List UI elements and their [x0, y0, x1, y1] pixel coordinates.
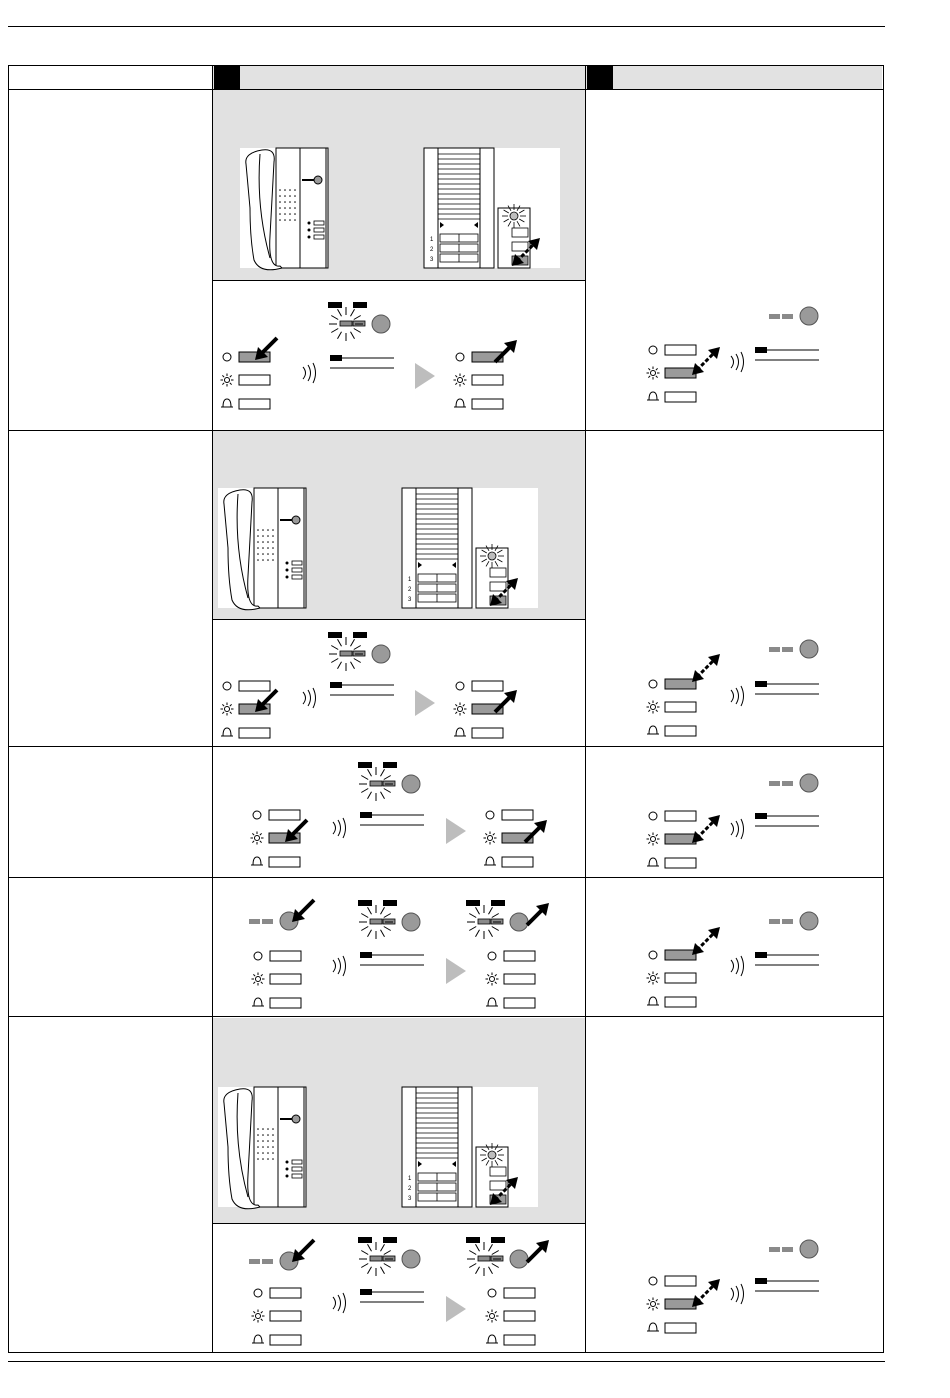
row4-sequence: [249, 900, 549, 1008]
row5-illustration: [218, 1087, 538, 1209]
handset-icon: [218, 1087, 306, 1209]
led-pair: [249, 1252, 298, 1270]
key-icon: [649, 1277, 657, 1285]
door-panel-icon: [402, 488, 538, 608]
key-icon: [254, 1289, 262, 1297]
arrow-right-icon: [446, 818, 466, 844]
light-icon: [647, 833, 660, 846]
digit-label: 1: [408, 577, 412, 583]
release-arrow-icon: [525, 820, 547, 842]
led-pair: [769, 1240, 818, 1258]
key-icon: [649, 346, 657, 354]
sound-wave-icon: [303, 363, 316, 383]
key-icon: [254, 952, 262, 960]
light-icon: [647, 701, 660, 714]
light-icon: [647, 367, 660, 380]
sound-wave-icon: [731, 1284, 744, 1304]
timer-bar: [360, 1289, 424, 1302]
button: [270, 1311, 301, 1321]
release-arrow-icon: [527, 1240, 549, 1262]
button: [270, 1335, 301, 1345]
light-icon: [221, 703, 234, 716]
led-flash: [466, 1237, 528, 1276]
row3-right: [647, 774, 820, 868]
led-pair: [769, 307, 818, 325]
bell-icon: [647, 392, 659, 400]
digit-label: 2: [430, 247, 434, 253]
key-icon: [488, 952, 496, 960]
row2-sequence: [221, 632, 518, 738]
button: [665, 392, 696, 402]
bell-icon: [251, 857, 263, 865]
bell-icon: [221, 728, 233, 736]
led-pair: [769, 912, 818, 930]
press-release-arrow-icon: [692, 654, 720, 682]
button: [665, 345, 696, 355]
sound-wave-icon: [731, 686, 744, 706]
light-icon: [454, 703, 467, 716]
bell-icon: [454, 399, 466, 407]
button: [270, 974, 301, 984]
bell-icon: [484, 857, 496, 865]
light-icon: [221, 374, 234, 387]
button: [502, 857, 533, 867]
button: [472, 681, 503, 691]
button: [665, 973, 696, 983]
button: [502, 810, 533, 820]
button: [504, 1288, 535, 1298]
button: [504, 1311, 535, 1321]
timer-bar: [330, 355, 394, 368]
light-icon: [252, 1310, 265, 1323]
led-flash: [358, 762, 420, 801]
handset-icon: [218, 488, 306, 610]
button: [665, 726, 696, 736]
sound-wave-icon: [333, 818, 346, 838]
digit-label: 3: [430, 257, 434, 263]
press-release-arrow-icon: [692, 927, 720, 955]
release-arrow-icon: [527, 903, 549, 925]
timer-bar: [755, 1278, 819, 1291]
press-arrow-icon: [292, 1240, 314, 1262]
arrow-right-icon: [415, 690, 435, 716]
led-flash: [358, 900, 420, 939]
row3-sequence: [251, 762, 548, 867]
button: [665, 811, 696, 821]
row2-right: [647, 640, 820, 736]
led-pair: [769, 774, 818, 792]
button: [504, 974, 535, 984]
button: [665, 1299, 696, 1309]
arrow-right-icon: [446, 958, 466, 984]
timer-bar: [755, 813, 819, 826]
button: [239, 728, 270, 738]
key-icon: [456, 353, 464, 361]
press-arrow-icon: [255, 338, 277, 360]
arrow-right-icon: [415, 363, 435, 389]
digit-label: 3: [408, 597, 412, 603]
led-flash: [466, 900, 528, 939]
key-icon: [456, 682, 464, 690]
light-icon: [647, 972, 660, 985]
button: [665, 702, 696, 712]
light-icon: [251, 832, 264, 845]
release-arrow-icon: [495, 340, 517, 362]
row2-illustration: [218, 488, 538, 610]
row5-right: [647, 1240, 820, 1333]
sound-wave-icon: [731, 819, 744, 839]
button: [504, 998, 535, 1008]
key-icon: [223, 682, 231, 690]
sound-wave-icon: [303, 688, 316, 708]
button: [665, 679, 696, 689]
button: [270, 1288, 301, 1298]
timer-bar: [330, 682, 394, 695]
handset-icon: [240, 148, 328, 270]
button: [504, 951, 535, 961]
timer-bar: [360, 952, 424, 965]
key-icon: [253, 811, 261, 819]
timer-bar: [360, 812, 424, 825]
timer-bar: [755, 681, 819, 694]
button: [665, 997, 696, 1007]
led-pair: [769, 640, 818, 658]
bell-icon: [454, 728, 466, 736]
key-icon: [649, 680, 657, 688]
button: [239, 399, 270, 409]
row1-right: [647, 307, 820, 402]
button: [239, 681, 270, 691]
arrow-right-icon: [446, 1296, 466, 1322]
button: [269, 857, 300, 867]
press-arrow-icon: [292, 900, 314, 922]
button: [665, 834, 696, 844]
key-icon: [649, 812, 657, 820]
light-icon: [647, 1298, 660, 1311]
digit-label: 2: [408, 587, 412, 593]
led-pair: [249, 912, 298, 930]
button: [472, 375, 503, 385]
bell-icon: [252, 1335, 264, 1343]
button: [665, 950, 696, 960]
bell-icon: [647, 997, 659, 1005]
led-flash: [328, 302, 390, 341]
sound-wave-icon: [731, 956, 744, 976]
button: [665, 858, 696, 868]
sound-wave-icon: [333, 1293, 346, 1313]
timer-bar: [755, 347, 819, 360]
key-icon: [223, 353, 231, 361]
sound-wave-icon: [731, 352, 744, 372]
bell-icon: [647, 726, 659, 734]
press-arrow-icon: [255, 690, 277, 712]
bell-icon: [221, 399, 233, 407]
door-panel-icon: [402, 1087, 538, 1207]
digit-label: 3: [408, 1196, 412, 1202]
row1-illustration: [240, 148, 560, 270]
bell-icon: [647, 858, 659, 866]
button: [239, 375, 270, 385]
bell-icon: [486, 1335, 498, 1343]
row1-sequence: [221, 302, 518, 409]
digit-label: 1: [430, 237, 434, 243]
button: [269, 810, 300, 820]
button: [665, 1323, 696, 1333]
light-icon: [484, 832, 497, 845]
bell-icon: [486, 998, 498, 1006]
button: [472, 728, 503, 738]
button: [504, 1335, 535, 1345]
light-icon: [454, 374, 467, 387]
door-panel-icon: [424, 148, 560, 268]
button: [270, 951, 301, 961]
bell-icon: [252, 998, 264, 1006]
button: [472, 399, 503, 409]
key-icon: [488, 1289, 496, 1297]
sound-wave-icon: [333, 956, 346, 976]
key-icon: [486, 811, 494, 819]
row5-sequence: [249, 1237, 549, 1345]
press-arrow-icon: [285, 820, 307, 842]
key-icon: [649, 951, 657, 959]
led-flash: [328, 632, 390, 671]
digit-label: 2: [408, 1186, 412, 1192]
light-icon: [486, 973, 499, 986]
row4-right: [647, 912, 820, 1007]
timer-bar: [755, 952, 819, 965]
button: [270, 998, 301, 1008]
digit-label: 1: [408, 1176, 412, 1182]
light-icon: [252, 973, 265, 986]
light-icon: [486, 1310, 499, 1323]
bell-icon: [647, 1323, 659, 1331]
led-flash: [358, 1237, 420, 1276]
button: [665, 368, 696, 378]
release-arrow-icon: [495, 690, 517, 712]
button: [665, 1276, 696, 1286]
